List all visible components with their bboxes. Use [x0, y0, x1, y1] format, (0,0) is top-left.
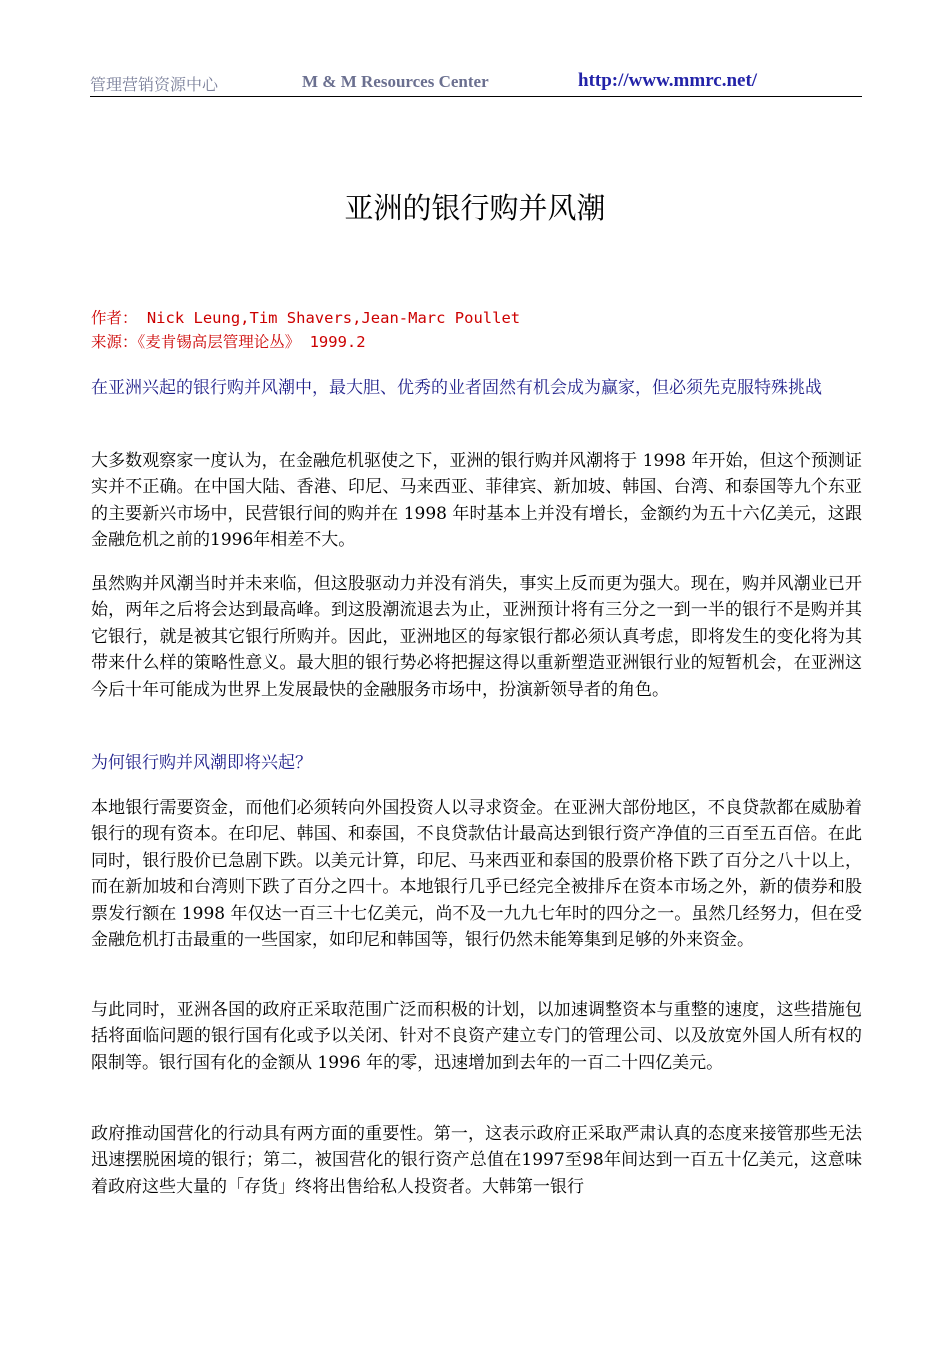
page-title: 亚洲的银行购并风潮 — [344, 191, 606, 225]
header-url-link[interactable]: http://www.mmrc.net/ — [578, 70, 758, 91]
article-author: 作者： Nick Leung,Tim Shavers,Jean-Marc Poullet — [91, 309, 521, 327]
body-paragraph: 政府推动国营化的行动具有两方面的重要性。第一，这表示政府正采取严肃认真的态度来接管那些无法迅速摆脱困境的银行；第二，被国营化的银行资产总值在1997至98年间达到一百五十亿美元，这意味着政府这些大量的「存货」终将出售给私人投资者。大韩第一银行 — [91, 1124, 862, 1197]
article-lead: 在亚洲兴起的银行购并风潮中，最大胆、优秀的业者固然有机会成为赢家，但必须先克服特殊挑战 — [91, 378, 822, 398]
body-paragraph: 大多数观察家一度认为，在金融危机驱使之下，亚洲的银行购并风潮将于 1998 年开始，但这个预测证实并不正确。在中国大陆、香港、印尼、马来西亚、菲律宾、新加坡、韩国、台湾、和泰国等九个东亚的主要新兴市场中，民营银行间的购并在 1998 年时基本上并没有增长，金额约为五十六亿美元，这跟金融危机之前的1996年相差不大。 — [91, 451, 862, 551]
article-source: 来源：《麦肯锡高层管理论丛》 1999.2 — [91, 333, 366, 351]
section-heading: 为何银行购并风潮即将兴起？ — [91, 753, 312, 773]
header-center-name-cn: 管理营销资源中心 — [90, 75, 219, 94]
body-paragraph: 与此同时，亚洲各国的政府正采取范围广泛而积极的计划，以加速调整资本与重整的速度，这些措施包括将面临问题的银行国有化或予以关闭、针对不良资产建立专门的管理公司、以及放宽外国人所有权的限制等。银行国有化的金额从 1996 年的零，迅速增加到去年的一百二十四亿美元。 — [91, 1000, 862, 1073]
body-paragraph: 虽然购并风潮当时并未来临，但这股驱动力并没有消失，事实上反而更为强大。现在，购并风潮业已开始，两年之后将会达到最高峰。到这股潮流退去为止，亚洲预计将有三分之一到一半的银行不是购并其它银行，就是被其它银行所购并。因此，亚洲地区的每家银行都必须认真考虑，即将发生的变化将为其带来什么样的策略性意义。最大胆的银行势必将把握这得以重新塑造亚洲银行业的短暂机会，在亚洲这今后十年可能成为世界上发展最快的金融服务市场中，扮演新领导者的角色。 — [91, 574, 862, 700]
body-paragraph: 本地银行需要资金，而他们必须转向外国投资人以寻求资金。在亚洲大部份地区，不良贷款都在威胁着银行的现有资本。在印尼、韩国、和泰国，不良贷款估计最高达到银行资产净值的三百至五百倍。在此同时，银行股价已急剧下跌。以美元计算，印尼、马来西亚和泰国的股票价格下跌了百分之八十以上，而在新加坡和台湾则下跌了百分之四十。本地银行几乎已经完全被排斥在资本市场之外，新的债券和股票发行额在 1998 年仅达一百三十七亿美元，尚不及一九九七年时的四分之一。虽然几经努力，但在受金融危机打击最重的一些国家，如印尼和韩国等，银行仍然未能筹集到足够的外来资金。 — [91, 798, 862, 951]
page-header — [90, 70, 862, 97]
header-center-name-en: M & M Resources Center — [302, 72, 489, 91]
